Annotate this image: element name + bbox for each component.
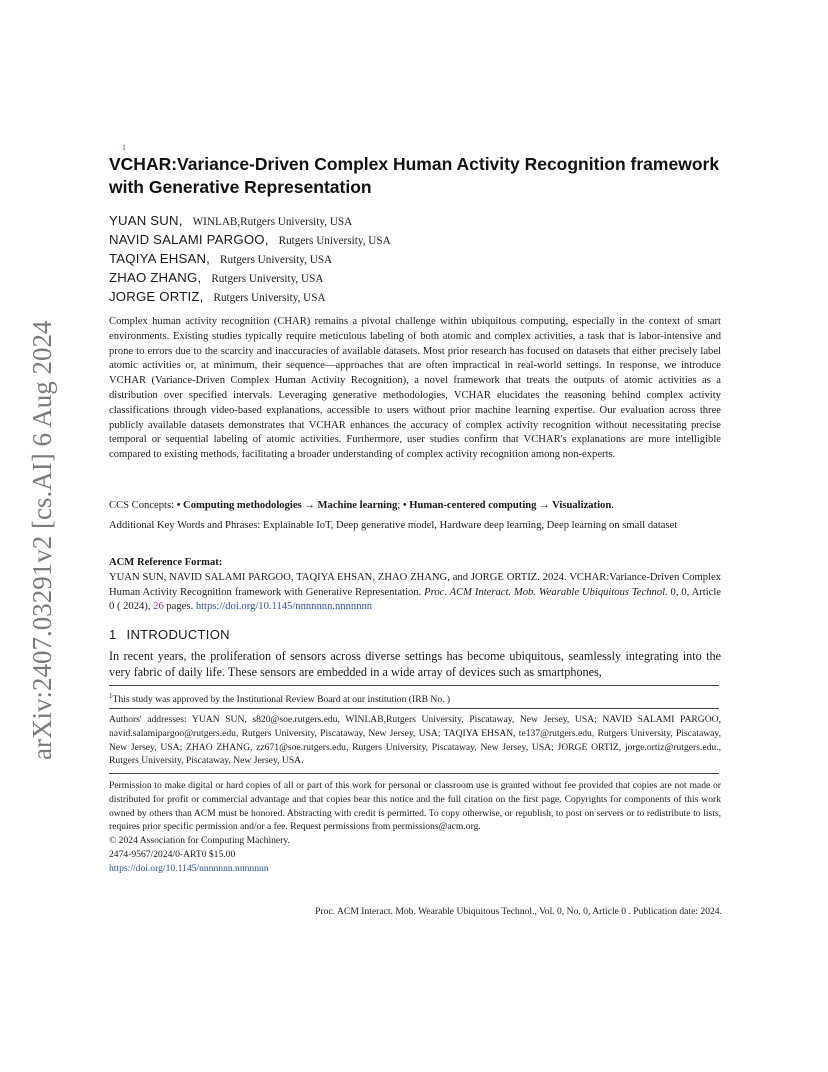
footnote-number: 1 <box>109 692 113 700</box>
permission-divider <box>109 773 719 774</box>
abstract: Complex human activity recognition (CHAR) remains a pivotal challenge within ubiquitous computing, especially in the context of smart environments. Existing studies typically require meticulous labeling of both atomic and complex activities, a task that is labor-intensive and prone to errors due to the scarcity and inaccuracies of available datasets. Most prior research has focused on datasets that either precisely label atomic activities or, at minimum, their sequence—approaches that are often impractical in real-world settings. In response, we introduce VCHAR (Variance-Driven Complex Human Activity Recognition), a novel framework that treats the outputs of atomic activities as a distribution over specified intervals. Leveraging generative methodologies, VCHAR elucidates the reasoning behind complex activity classifications through video-based explanations, accessible to users without prior machine learning expertise. Our evaluation across three publicly available datasets demonstrates that VCHAR enhances the accuracy of complex activity recognition without necessitating precise temporal or sequential labeling of atomic activities. Furthermore, user studies confirm that VCHAR's explanations are more intelligible compared to existing methods, facilitating a broader understanding of complex activity recognition among non-experts. <box>109 316 721 461</box>
author-entry <box>109 268 729 287</box>
author-entry <box>109 287 729 306</box>
ccs-concept-vis: • Human-centered computing → Visualization <box>402 500 612 511</box>
author-affiliation: Rutgers University, USA <box>211 273 324 285</box>
ccs-separator: ; <box>397 500 403 511</box>
acm-reference-heading: ACM Reference Format: <box>109 557 223 568</box>
title-footnote-mark[interactable]: 1 <box>122 143 126 152</box>
permission-notice <box>109 779 721 876</box>
acm-reference-pages-suffix: pages. <box>163 601 196 613</box>
acm-reference-journal: Proc. ACM Interact. Mob. Wearable Ubiquitous Technol. <box>424 586 668 598</box>
author-addresses: Authors' addresses: YUAN SUN, s820@soe.rutgers.edu, WINLAB,Rutgers University, Piscataway, New Jersey, USA; NAVID SALAMI PARGOO, navid.salamipargoo@rutgers.edu, Rutgers University, Piscataway, New Jersey, USA; TAQIYA EHSAN, te137@rutgers.edu, Rutgers University, Piscataway, New Jersey, USA; ZHAO ZHANG, zz671@soe.rutgers.edu, Rutgers University, Piscataway, New Jersey, USA; JORGE ORTIZ, jorge.ortiz@rutgers.edu., Rutgers University, Piscataway, New Jersey, USA. <box>109 714 721 767</box>
introduction-paragraph: In recent years, the proliferation of sensors across diverse settings has become ubiquitous, seamlessly integrating into the very fabric of daily life. These sensors are embedded in a wide array of devices such as smartphones, <box>109 649 721 679</box>
paper-title: VCHAR:Variance-Driven Complex Human Activity Recognition framework with Generative Representation <box>109 154 720 197</box>
author-name: ZHAO ZHANG, <box>109 270 202 285</box>
acm-reference-text: YUAN SUN, NAVID SALAMI PARGOO, TAQIYA EHSAN, ZHAO ZHANG, and JORGE ORTIZ. 2024. VCHAR:Variance-Driven Complex Human Activity Recognition framework with Generative Representation. <box>109 571 721 598</box>
author-affiliation: Rutgers University, USA <box>278 235 391 247</box>
footnote-text: This study was approved by the Institutional Review Board at our institution (IRB No. ) <box>112 694 451 706</box>
author-entry <box>109 230 729 249</box>
author-name: NAVID SALAMI PARGOO, <box>109 232 269 247</box>
author-entry <box>109 249 729 268</box>
addresses-divider <box>109 708 719 709</box>
footnote-divider <box>109 685 719 686</box>
author-affiliation: Rutgers University, USA <box>220 254 333 266</box>
issn-line: 2474-9567/2024/0-ART0 $15.00 <box>109 848 236 860</box>
page-count-link[interactable]: 26 <box>153 601 164 613</box>
author-affiliation: Rutgers University, USA <box>213 292 326 304</box>
permission-text: Permission to make digital or hard copies of all or part of this work for personal or classroom use is granted without fee provided that copies are not made or distributed for profit or commercial advantage and that copies bear this notice and the full citation on the first page. Copyrights for components of this work owned by others than ACM must be honored. Abstracting with credit is permitted. To copy otherwise, or republish, to post on servers or to redistribute to lists, requires prior specific permission and/or a fee. Request permissions from permissions@acm.org. <box>109 780 721 833</box>
keywords: Additional Key Words and Phrases: Explainable IoT, Deep generative model, Hardware deep learning, Deep learning on small dataset <box>109 520 678 531</box>
ccs-label: CCS Concepts: <box>109 500 177 511</box>
section-heading-introduction <box>109 627 230 642</box>
section-title: INTRODUCTION <box>126 627 230 642</box>
section-number: 1 <box>109 627 117 642</box>
permission-doi-link[interactable]: https://doi.org/10.1145/nnnnnnn.nnnnnnn <box>109 862 269 874</box>
footnote-irb <box>109 690 721 706</box>
ccs-concepts <box>109 499 721 514</box>
ccs-concept-ml: • Computing methodologies → Machine learning <box>176 500 398 511</box>
arxiv-identifier: arXiv:2407.03291v2 [cs.AI] 6 Aug 2024 <box>27 320 57 760</box>
copyright-line: © 2024 Association for Computing Machinery. <box>109 835 290 847</box>
doi-link[interactable]: https://doi.org/10.1145/nnnnnnn.nnnnnnn <box>195 601 373 613</box>
running-footer: Proc. ACM Interact. Mob. Wearable Ubiquitous Technol., Vol. 0, No. 0, Article 0 . Publication date: 2024. <box>315 906 722 917</box>
author-entry <box>109 211 729 230</box>
author-name: YUAN SUN, <box>109 213 183 228</box>
acm-reference <box>109 556 721 615</box>
author-name: TAQIYA EHSAN, <box>109 251 211 266</box>
author-affiliation: WINLAB,Rutgers University, USA <box>192 216 353 228</box>
author-list <box>109 211 729 306</box>
author-name: JORGE ORTIZ, <box>109 289 204 304</box>
acm-reference-volume: 0, 0, Article 0 ( 2024), <box>109 586 721 613</box>
ccs-end: . <box>611 500 614 511</box>
